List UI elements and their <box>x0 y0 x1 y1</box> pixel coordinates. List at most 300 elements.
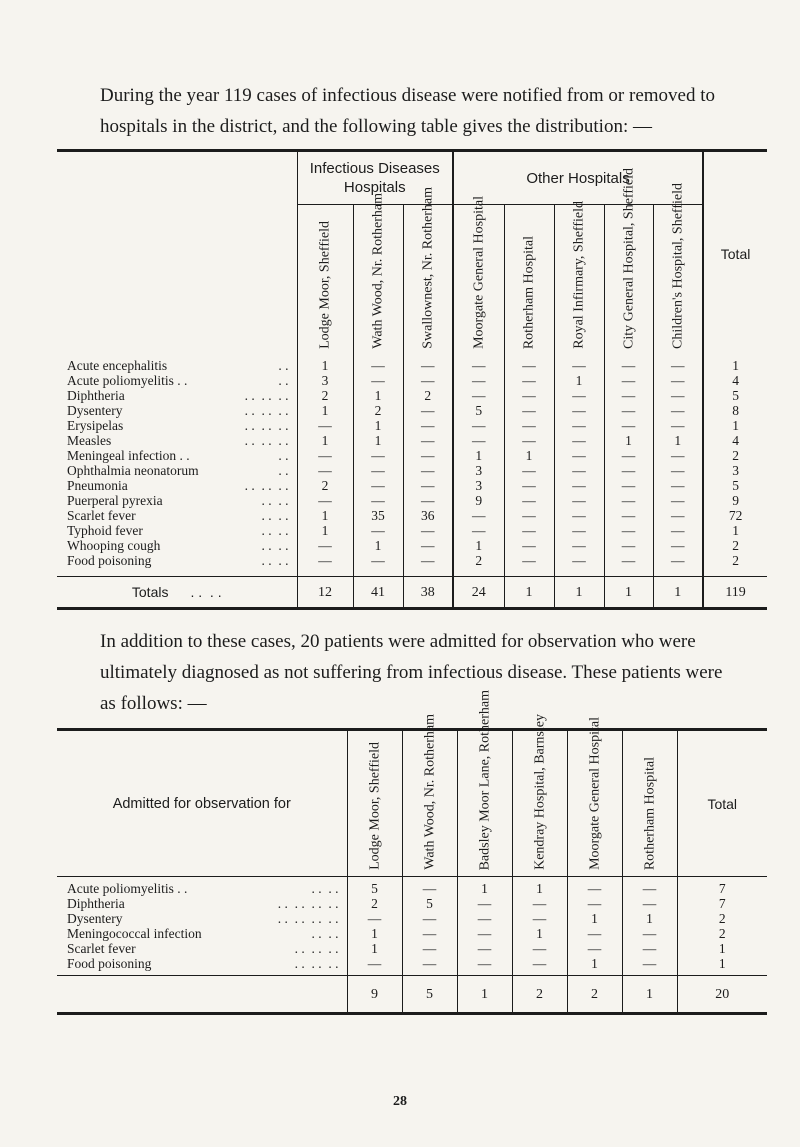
table-cell: 2 <box>403 388 453 403</box>
total-cell: 1 <box>504 577 554 609</box>
second-paragraph: In addition to these cases, 20 patients were admitted for observation who were ultimately diagnosed as not suffering from infectious disease. These patients were as follows: — <box>100 631 723 714</box>
notified-cases-table <box>57 149 767 610</box>
leader-dots: . . . . . . <box>294 941 339 956</box>
row-label-text: Measles <box>67 433 112 448</box>
spacer-cell <box>453 568 504 577</box>
total-cell: 1 <box>554 577 604 609</box>
observation-admissions-table <box>57 689 767 1015</box>
spacer-cell <box>57 568 297 577</box>
table-cell: 3 <box>453 478 504 493</box>
table-cell: 5 <box>453 403 504 418</box>
row-label-text: Pneumonia <box>67 478 128 493</box>
table-cell: 1 <box>457 877 512 897</box>
spacer-row <box>57 568 767 577</box>
table-cell: — <box>353 478 403 493</box>
group-header-other: Other Hospitals <box>453 151 703 205</box>
table-cell: — <box>453 388 504 403</box>
row-label-text: Diphtheria <box>67 896 125 911</box>
table-cell: — <box>653 508 703 523</box>
table-cell: — <box>604 523 653 538</box>
table-cell: 1 <box>297 433 353 448</box>
table-cell: — <box>604 493 653 508</box>
table-cell: — <box>402 956 457 971</box>
row-label-text: Acute poliomyelitis . . <box>67 373 188 388</box>
table-cell: — <box>512 941 567 956</box>
table-cell: 1 <box>512 877 567 897</box>
table-cell: 5 <box>347 877 402 897</box>
table-row <box>57 448 767 463</box>
spacer-cell <box>703 568 767 577</box>
leader-dots: . . . . <box>190 583 222 600</box>
table-cell: — <box>554 508 604 523</box>
table-row <box>57 373 767 388</box>
table-cell: — <box>353 448 403 463</box>
table-cell: 8 <box>703 403 767 418</box>
row-label-text: Meningeal infection . . <box>67 448 190 463</box>
total-cell: 38 <box>403 577 453 609</box>
table-cell: 5 <box>703 478 767 493</box>
table-row <box>57 433 767 448</box>
table-cell: — <box>554 418 604 433</box>
leader-dots: . . . . . . <box>294 956 339 971</box>
totals-label <box>57 976 347 1014</box>
table-cell: — <box>403 523 453 538</box>
stub-header <box>57 151 297 356</box>
total-cell: 20 <box>677 976 767 1014</box>
table-cell: — <box>512 896 567 911</box>
table-cell: 1 <box>353 538 403 553</box>
table-cell: — <box>453 508 504 523</box>
table-row <box>57 877 767 897</box>
table-cell: 4 <box>703 433 767 448</box>
leader-dots: . . . . <box>261 553 289 568</box>
table-cell: 1 <box>353 388 403 403</box>
table-cell: — <box>554 433 604 448</box>
spacer-cell <box>504 568 554 577</box>
table-cell: 1 <box>297 508 353 523</box>
table-cell: — <box>653 373 703 388</box>
table-cell: — <box>403 373 453 388</box>
col-header-lodge-moor: Lodge Moor, Sheffield <box>347 730 402 877</box>
table-cell: 1 <box>353 418 403 433</box>
total-cell: 24 <box>453 577 504 609</box>
table-cell: — <box>604 508 653 523</box>
table-cell: — <box>504 493 554 508</box>
col-header-swallownest: Swallownest, Nr. Rotherham <box>403 205 453 356</box>
row-label <box>57 493 297 508</box>
spacer-cell <box>353 568 403 577</box>
table-cell: — <box>347 911 402 926</box>
total-cell: 1 <box>622 976 677 1014</box>
table-cell: — <box>554 403 604 418</box>
table-cell: — <box>297 553 353 568</box>
table-cell: — <box>554 478 604 493</box>
table-cell: — <box>554 355 604 373</box>
table-cell: — <box>453 523 504 538</box>
table-cell: — <box>653 448 703 463</box>
table-cell: — <box>504 433 554 448</box>
col-header-kendray: Kendray Hospital, Barnsley <box>512 730 567 877</box>
table-cell: 1 <box>297 523 353 538</box>
table-cell: — <box>604 418 653 433</box>
table-cell: — <box>622 877 677 897</box>
table-cell: — <box>403 355 453 373</box>
table-cell: — <box>403 478 453 493</box>
row-label-text: Acute encephalitis <box>67 358 168 373</box>
table-cell: — <box>457 926 512 941</box>
total-cell: 5 <box>402 976 457 1014</box>
table-cell: — <box>604 388 653 403</box>
table-cell: — <box>403 553 453 568</box>
table-cell: — <box>554 448 604 463</box>
table-cell: — <box>504 373 554 388</box>
table-cell: — <box>453 418 504 433</box>
table-cell: 1 <box>504 448 554 463</box>
table-cell: — <box>403 493 453 508</box>
table-cell: — <box>622 896 677 911</box>
table-cell: — <box>653 523 703 538</box>
table-cell: 3 <box>297 373 353 388</box>
table-cell: — <box>297 463 353 478</box>
page-number: 28 <box>393 1094 407 1109</box>
table-cell: — <box>604 538 653 553</box>
row-label <box>57 373 297 388</box>
table-cell: — <box>347 956 402 971</box>
table-row <box>57 388 767 403</box>
table-cell: 36 <box>403 508 453 523</box>
leader-dots: . . . . . . <box>244 478 289 493</box>
table-cell: 3 <box>453 463 504 478</box>
totals-row <box>57 577 767 609</box>
leader-dots: . . . . <box>261 523 289 538</box>
table-cell: — <box>567 877 622 897</box>
table-cell: 1 <box>554 373 604 388</box>
table-row <box>57 956 767 971</box>
col-header-rotherham-hospital: Rotherham Hospital <box>622 730 677 877</box>
row-label <box>57 911 347 926</box>
table-cell: — <box>504 463 554 478</box>
row-label-text: Acute poliomyelitis . . <box>67 881 188 896</box>
table-cell: 2 <box>703 538 767 553</box>
row-label <box>57 448 297 463</box>
table-cell: — <box>453 355 504 373</box>
row-label <box>57 941 347 956</box>
table-cell: — <box>353 493 403 508</box>
table-cell: — <box>653 355 703 373</box>
table-cell: — <box>604 553 653 568</box>
table-cell: — <box>554 523 604 538</box>
table-row <box>57 896 767 911</box>
total-cell: 1 <box>604 577 653 609</box>
row-label-text: Diphtheria <box>67 388 125 403</box>
table-row <box>57 538 767 553</box>
col-header-lodge-moor: Lodge Moor, Sheffield <box>297 205 353 356</box>
leader-dots: . . <box>278 358 289 373</box>
table-cell: — <box>653 418 703 433</box>
table-cell: — <box>402 926 457 941</box>
table-row <box>57 941 767 956</box>
table-row <box>57 355 767 373</box>
table-cell: 1 <box>622 911 677 926</box>
total-cell: 119 <box>703 577 767 609</box>
col-header-childrens-hospital: Children's Hospital, Sheffield <box>653 205 703 356</box>
row-label <box>57 553 297 568</box>
table-cell: 1 <box>347 941 402 956</box>
table-cell: 2 <box>677 926 767 941</box>
table-cell: — <box>457 896 512 911</box>
table-cell: — <box>622 926 677 941</box>
row-label <box>57 877 347 897</box>
table-cell: — <box>504 523 554 538</box>
table-cell: — <box>622 941 677 956</box>
intro-paragraph: During the year 119 cases of infectious disease were notified from or removed to hospitals in the district, and the following table gives the distribution: — <box>100 85 716 137</box>
leader-dots: . . . . <box>261 538 289 553</box>
table-cell: 5 <box>402 896 457 911</box>
row-label-text: Dysentery <box>67 403 123 418</box>
table-row <box>57 403 767 418</box>
table-cell: — <box>653 538 703 553</box>
table-cell: 1 <box>347 926 402 941</box>
table-cell: 1 <box>653 433 703 448</box>
total-cell: 9 <box>347 976 402 1014</box>
row-label-text: Typhoid fever <box>67 523 143 538</box>
table-cell: — <box>402 941 457 956</box>
table-cell: — <box>554 493 604 508</box>
table-cell: — <box>554 463 604 478</box>
table-cell: — <box>653 388 703 403</box>
leader-dots: . . . . . . <box>244 433 289 448</box>
total-cell: 1 <box>457 976 512 1014</box>
totals-label-text: Totals <box>131 583 169 600</box>
table-cell: 1 <box>567 911 622 926</box>
table-cell: — <box>353 355 403 373</box>
total-cell: 12 <box>297 577 353 609</box>
spacer-cell <box>653 568 703 577</box>
table-cell: 2 <box>297 478 353 493</box>
leader-dots: . . . . . . <box>244 418 289 433</box>
table-cell: — <box>567 941 622 956</box>
row-label-text: Food poisoning <box>67 956 152 971</box>
table-cell: — <box>403 463 453 478</box>
row-label-text: Food poisoning <box>67 553 152 568</box>
leader-dots: . . . . <box>261 508 289 523</box>
table-cell: — <box>504 355 554 373</box>
table-cell: 1 <box>453 448 504 463</box>
group-header-infectious: Infectious Diseases Hospitals <box>297 151 453 205</box>
leader-dots: . . . . . . <box>244 388 289 403</box>
table-cell: 1 <box>453 538 504 553</box>
total-cell: 2 <box>512 976 567 1014</box>
table-cell: — <box>402 877 457 897</box>
table-cell: 1 <box>677 956 767 971</box>
row-label <box>57 478 297 493</box>
leader-dots: . . <box>278 463 289 478</box>
table-cell: — <box>457 911 512 926</box>
table-cell: 2 <box>677 911 767 926</box>
col-header-royal-infirmary: Royal Infirmary, Sheffield <box>554 205 604 356</box>
col-header-rotherham-hospital: Rotherham Hospital <box>504 205 554 356</box>
table-cell: — <box>653 463 703 478</box>
table-cell: 1 <box>703 523 767 538</box>
table-cell: — <box>554 388 604 403</box>
table-cell: — <box>297 448 353 463</box>
total-cell: 41 <box>353 577 403 609</box>
table-row <box>57 418 767 433</box>
row-label <box>57 433 297 448</box>
table-cell: — <box>297 538 353 553</box>
table-cell: — <box>504 478 554 493</box>
table-cell: 1 <box>297 355 353 373</box>
table-cell: — <box>297 418 353 433</box>
total-cell: 2 <box>567 976 622 1014</box>
total-cell: 1 <box>653 577 703 609</box>
row-label-text: Scarlet fever <box>67 508 136 523</box>
table-cell: — <box>297 493 353 508</box>
row-label <box>57 896 347 911</box>
row-label <box>57 355 297 373</box>
table-cell: — <box>453 373 504 388</box>
table-cell: 1 <box>297 403 353 418</box>
row-label <box>57 388 297 403</box>
table-cell: 3 <box>703 463 767 478</box>
row-label-text: Ophthalmia neonatorum <box>67 463 199 478</box>
table-cell: 35 <box>353 508 403 523</box>
row-label-text: Puerperal pyrexia <box>67 493 163 508</box>
table-row <box>57 926 767 941</box>
table-cell: — <box>653 478 703 493</box>
table-cell: 2 <box>297 388 353 403</box>
table-cell: 1 <box>703 418 767 433</box>
leader-dots: . . <box>278 373 289 388</box>
table-row <box>57 463 767 478</box>
table-cell: — <box>402 911 457 926</box>
table-cell: 72 <box>703 508 767 523</box>
table-cell: — <box>604 478 653 493</box>
col-header-city-general: City General Hospital, Sheffield <box>604 205 653 356</box>
col-header-wath-wood: Wath Wood, Nr. Rotherham <box>402 730 457 877</box>
table-cell: — <box>504 538 554 553</box>
table-cell: — <box>653 553 703 568</box>
totals-row <box>57 976 767 1014</box>
table-cell: 9 <box>453 493 504 508</box>
table-cell: — <box>353 553 403 568</box>
row-label <box>57 463 297 478</box>
table-row <box>57 523 767 538</box>
table-cell: — <box>604 448 653 463</box>
table-cell: 9 <box>703 493 767 508</box>
table-cell: — <box>512 956 567 971</box>
table-cell: 2 <box>703 553 767 568</box>
row-label <box>57 956 347 971</box>
table-row <box>57 493 767 508</box>
table-cell: — <box>457 956 512 971</box>
col-header-moorgate: Moorgate General Hospital <box>567 730 622 877</box>
table-cell: 7 <box>677 877 767 897</box>
row-label <box>57 523 297 538</box>
leader-dots: . . . . <box>261 493 289 508</box>
table-cell: — <box>403 418 453 433</box>
table-cell: 4 <box>703 373 767 388</box>
spacer-cell <box>554 568 604 577</box>
row-label-text: Scarlet fever <box>67 941 136 956</box>
table-row <box>57 478 767 493</box>
col-header-wath-wood: Wath Wood, Nr. Rotherham <box>353 205 403 356</box>
table-cell: — <box>622 956 677 971</box>
table-cell: — <box>653 493 703 508</box>
table-cell: — <box>504 388 554 403</box>
leader-dots: . . <box>278 448 289 463</box>
leader-dots: . . . . . . <box>244 403 289 418</box>
table-cell: 2 <box>703 448 767 463</box>
table-cell: — <box>504 508 554 523</box>
table-cell: 2 <box>353 403 403 418</box>
total-column-header: Total <box>703 151 767 356</box>
row-label <box>57 418 297 433</box>
table-cell: — <box>604 403 653 418</box>
table-cell: 2 <box>453 553 504 568</box>
table-cell: 2 <box>347 896 402 911</box>
table-row <box>57 553 767 568</box>
table-cell: — <box>512 911 567 926</box>
table-cell: 1 <box>567 956 622 971</box>
table-row <box>57 508 767 523</box>
table-cell: — <box>504 403 554 418</box>
table-cell: — <box>453 433 504 448</box>
row-label <box>57 926 347 941</box>
row-label-text: Whooping cough <box>67 538 161 553</box>
table-cell: 1 <box>677 941 767 956</box>
table-cell: 1 <box>703 355 767 373</box>
table-cell: — <box>653 403 703 418</box>
table-cell: — <box>353 523 403 538</box>
table-cell: — <box>567 926 622 941</box>
table-cell: 1 <box>353 433 403 448</box>
table-cell: — <box>604 373 653 388</box>
leader-dots: . . . . <box>311 926 339 941</box>
spacer-cell <box>604 568 653 577</box>
table-cell: — <box>403 448 453 463</box>
table-cell: 5 <box>703 388 767 403</box>
table-cell: — <box>457 941 512 956</box>
table-cell: — <box>554 538 604 553</box>
table-cell: 1 <box>604 433 653 448</box>
col-header-moorgate: Moorgate General Hospital <box>453 205 504 356</box>
total-column-header: Total <box>677 730 767 877</box>
row-label <box>57 403 297 418</box>
admitted-header: Admitted for observation for <box>57 730 347 877</box>
table-row <box>57 911 767 926</box>
table-cell: — <box>504 553 554 568</box>
leader-dots: . . . . <box>311 881 339 896</box>
table-cell: — <box>504 418 554 433</box>
row-label-text: Dysentery <box>67 911 123 926</box>
table-cell: — <box>604 463 653 478</box>
table-cell: — <box>403 538 453 553</box>
table-cell: — <box>353 463 403 478</box>
table-cell: 1 <box>512 926 567 941</box>
leader-dots: . . . . . . . . <box>277 911 339 926</box>
totals-label <box>57 577 297 609</box>
col-header-badsley-moor: Badsley Moor Lane, Rotherham <box>457 730 512 877</box>
row-label <box>57 538 297 553</box>
table-cell: — <box>403 403 453 418</box>
table-cell: — <box>567 896 622 911</box>
table-cell: — <box>403 433 453 448</box>
spacer-cell <box>403 568 453 577</box>
spacer-cell <box>297 568 353 577</box>
table-cell: — <box>604 355 653 373</box>
table-cell: — <box>353 373 403 388</box>
